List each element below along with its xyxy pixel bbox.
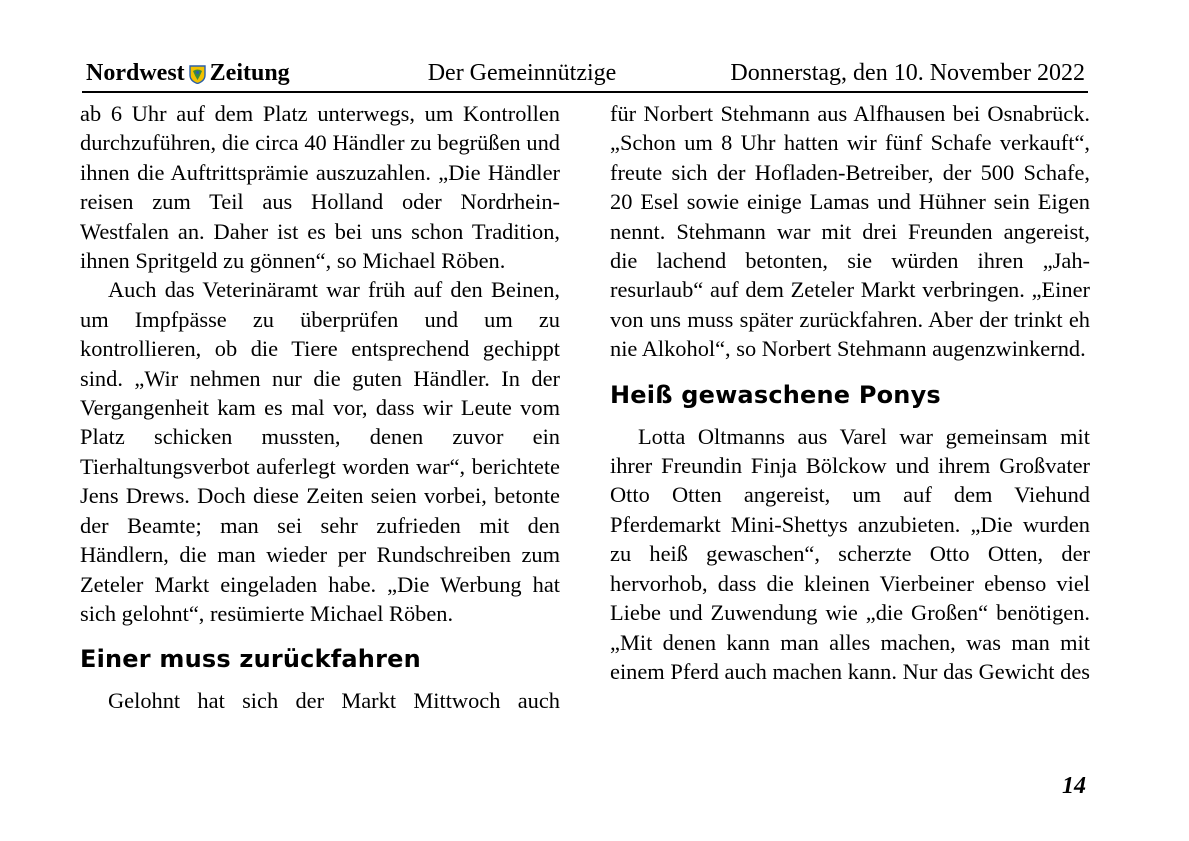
page-number: 14	[1062, 773, 1086, 799]
paragraph: Lotta Oltmanns aus Varel war gemeinsam mit ihrer Freundin Finja Bölckow und ihrem Großvater Otto Otten angereist, um auf dem Viehund Pferdemarkt Mini-Shettys anzubieten. „Die wurden zu heiß gewaschen“, scherzte Otto Otten, der hervorhob, dass die kleinen Vierbeiner ebenso viel Liebe und Zuwendung wie „die Großen“ benötigen. „Mit denen kann man alles machen, was man mit einem Pferd auch machen kann. Nur das Gewicht des	[610, 423, 1090, 684]
section-heading: Heiß gewaschene Ponys	[610, 380, 941, 409]
header-rule	[82, 91, 1088, 93]
paragraph: Gelohnt hat sich der Markt Mittwoch auch	[108, 688, 560, 714]
page-header	[82, 58, 1088, 88]
publication-title: Der Gemeinnützige	[427, 60, 617, 86]
paragraph: ab 6 Uhr auf dem Platz unterwegs, um Kontrollen durchzuführen, die circa 40 Händler zu begrüßen und ihnen die Auftrittsprämie auszuzahlen. „Die Händler reisen zum Teil aus Holland oder Nordrhein-Westfalen an. Daher ist es bei uns schon Tradition, ihnen Spritgeld zu gönnen“, so Michael Röben.	[80, 101, 560, 274]
issue-date: Donnerstag, den 10. November 2022	[730, 60, 1085, 86]
brand-name-part2: Zeitung	[209, 60, 290, 86]
section-heading: Einer muss zurückfahren	[80, 645, 421, 674]
brand-name-part1: Nordwest	[86, 60, 185, 86]
right-column	[610, 99, 1090, 686]
left-column	[80, 99, 560, 716]
paragraph: für Norbert Stehmann aus Alfhausen bei Osnabrück. „Schon um 8 Uhr hatten wir fünf Schafe verkauft“, freute sich der Hofladen-Betreiber, der 500 Schafe, 20 Esel sowie einige Lamas und Hühner sein Eigen nennt. Stehmann war mit drei Freunden angereist, die lachend betonten, sie würden ihren „Jahresurlaub“ auf dem Zeteler Markt verbringen. „Einer von uns muss später zurückfahren. Aber der trinkt eh nie Alkohol“, so Norbert Stehmann augenzwinkernd.	[610, 101, 1090, 362]
paragraph: Auch das Veterinäramt war früh auf den Beinen, um Impfpässe zu überprüfen und um zu kontrollieren, ob die Tiere entsprechend gechippt sind. „Wir nehmen nur die guten Händler. In der Vergangenheit kam es mal vor, dass wir Leute vom Platz schicken mussten, denen zuvor ein Tierhaltungsverbot auferlegt worden war“, berichtete Jens Drews. Doch diese Zeiten seien vorbei, betonte der Beamte; man sei sehr zufrieden mit den Händlern, die man wieder per Rundschreiben zum Zeteler Markt eingeladen habe. „Die Werbung hat sich gelohnt“, resümierte Michael Röben.	[80, 277, 560, 626]
